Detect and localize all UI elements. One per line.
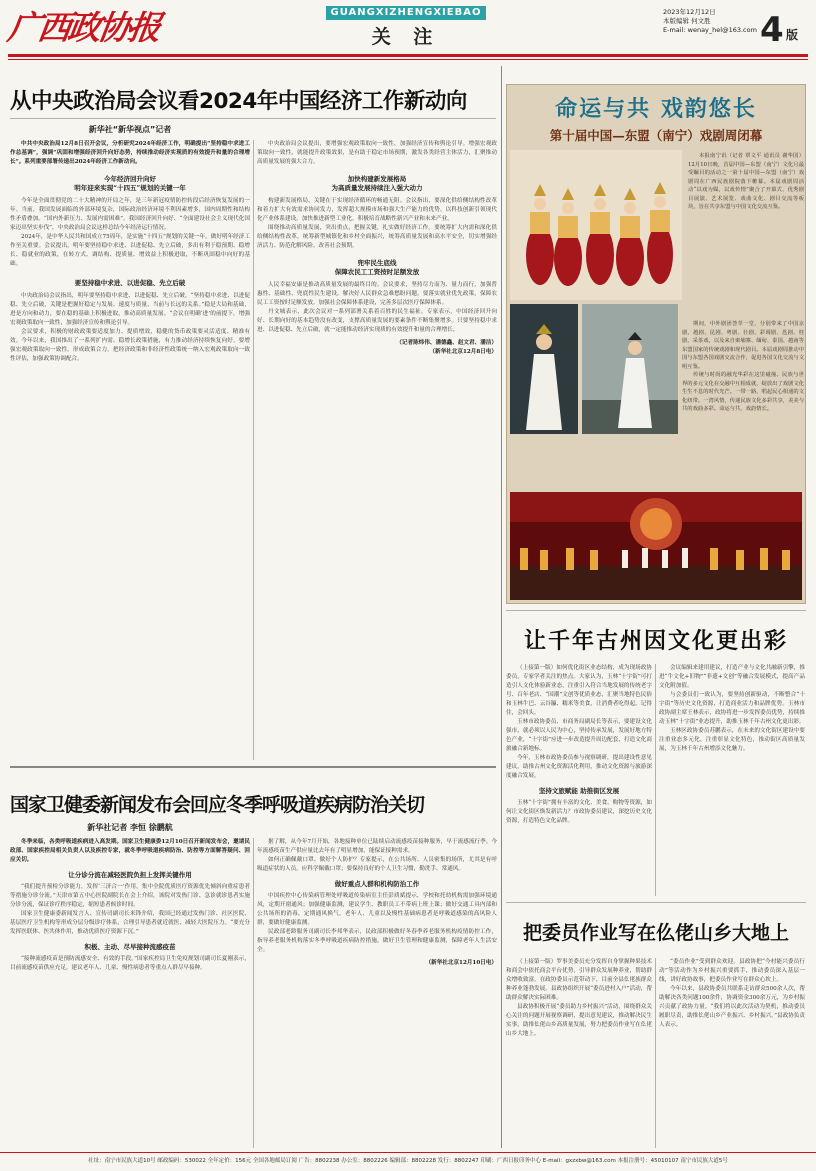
article1-headline: 从中央政治局会议看2024年中国经济工作新动向: [10, 89, 467, 114]
masthead-rule: [8, 54, 808, 57]
article1-paragraph: 会议要求，积极的财政政策要适度加力、提质增效，稳健的货币政策要灵活适度、精准有效。今年以来，我国推出了一系列扩内需、稳增长政策措施，有力推动经济持续恢复向好。要增强宏观政策取向一致性，形成政策合力，把经济政策和非经济性政策统一纳入宏观政策取向一致性评估，加强政策协调配合。: [10, 329, 250, 362]
page-editor: 本版编辑 何文胜: [663, 17, 711, 25]
article1-paragraph: 中央政治局会议指出，明年要坚持稳中求进、以进促稳、先立后破。“坚持稳中求进、以进促稳、先立后破，关键是把握好稳定与发展、速度与质量、当前与长远的关系。”稳是大局和基础，进是方向和动力，要在稳的基础上积极进取，推动高质量发展。“会议在明确‘进’的前提下，增强宏观政策取向一致性，加强经济宣传和舆论引导。: [10, 293, 250, 326]
article4-paragraph: “委员作业”受到群众欢迎。县政协把“今村能兴委员行动”等活动作为乡村振兴重要抓手，推动委员深入基层一线，讲好政协故事，把委员作业写在群众心坎上。: [659, 959, 805, 983]
article2-paragraph: 民政部老龄服务司副司长李邦华表示，民政部积极做好冬春季养老服务机构疫情防控工作，指导养老服务机构落实冬季呼吸道疾病防控措施，做好卫生管理和健康监测，保障老年人生活安全。: [257, 929, 497, 953]
article3-paragraph: 与会委员们一致认为，要坚持创新驱动，不断整合“十字街”等历史文化资源，打造商业活力和品牌优势。玉林市政协副主席王林表示，政协将进一步发挥委员优势，持续推动玉林“十字街”业态提升，助推玉林千年古州文化更出彩。: [659, 692, 805, 725]
column-divider: [655, 958, 656, 1148]
article2-subhead-3: 做好重点人群和机构防治工作: [334, 880, 420, 888]
article3-paragraph: 玉林“十字街”拥有丰富的文化、美食、购物等资源，如何让文化街区焕发新活力？市政协委员建议，深挖历史文化资源，打造特色文化品牌。: [506, 800, 652, 824]
section-title: 关 注: [371, 26, 441, 48]
article1-byline: 新华社“新华视点”记者: [88, 125, 172, 134]
column-divider: [253, 140, 254, 760]
article1-subhead-1: 今年经济回升向好 明年迎来实现“十四五”规划的关键一年: [74, 175, 186, 192]
culture-body: [682, 320, 804, 488]
column-divider: [253, 838, 254, 1148]
opera-photo-left: [510, 304, 578, 434]
article4-headline: 把委员作业写在仫佬山乡大地上: [522, 922, 789, 944]
article1-paragraph: 今年是全面贯彻党的二十大精神的开局之年，是三年新冠疫情防控转段后经济恢复发展的一年。当前，我国发展面临的外部环境复杂，国际政治经济环境不利因素增多，国内周期性和结构性矛盾叠加。“国内外新压力、发展内需困难”。我国经济回升向好、“全面建设社会主义现代化国家迈出坚实步伐”，中央政治局会议这样总结今年经济运行情况。: [10, 198, 250, 231]
article3-headline: 让千年古州因文化更出彩: [523, 629, 788, 654]
divider: [506, 902, 806, 903]
divider: [10, 118, 496, 119]
article1-paragraph: 围绕推动高质量发展，突出重点，把握关键，扎实做好经济工作。要统筹扩大内需和深化供给侧结构性改革，统筹新型城镇化和乡村全面振兴，统筹高质量发展和高水平安全，切实增强经济活力、防范化解风险、改善社会预期。: [257, 225, 497, 249]
masthead-rule-thin: [8, 59, 808, 60]
masthead-logo: 广西政协报: [5, 8, 161, 47]
divider: [506, 610, 806, 611]
article3-subhead: 坚持文旅赋能 助推街区发展: [538, 787, 620, 795]
article2-headline: 国家卫健委新闻发布会回应冬季呼吸道疾病防治关切: [10, 794, 425, 816]
culture-headline: 命运与共 戏韵悠长: [555, 97, 757, 122]
culture-paragraph: 期间，中外剧团荟萃一堂，分别带来了中国京剧、越剧、昆剧、粤剧、壮剧、彩调剧、邕剧、桂剧、采茶戏，以及来自柬埔寨、缅甸、泰国、越南等东盟国家的传统戏剧和现代剧目。本届戏剧周推动中国与东盟各国戏剧交流合作，促进各国文化交流与文明互鉴。: [682, 321, 804, 370]
article1-paragraph: 人民幸福安康是推动高质量发展的最终目的。会议要求，坚持尽力而为、量力而行，加强普惠性、基础性、兜底性民生建设，解决好人民群众急难愁盼问题。要落实就业优先政策，保障农民工工资按时足额发放。加强社会保障体系建设，完善多层次医疗保障体系。: [257, 282, 497, 306]
article1-lead: 中共中央政治局12月8日召开会议，分析研究2024年经济工作，明确提出“坚持稳中求进工作总基调”，强调“巩固和增强经济回升向好态势，持续推动经济实现质的有效提升和量的合理增长”。系列重要部署传递出2024年经济工作新动向。: [10, 141, 250, 165]
section-divider: [10, 766, 496, 768]
article1-subhead-4: 兜牢民生底线 保障农民工工资按时足额发放: [334, 259, 420, 276]
article3-paragraph: 玉林市政协委员、市商务局副局长等表示，要建设文化强市，就必须以人民为中心，坚持传承发展，发展好地方特色产业，“十字街”应进一步改造提升周边配套，打造文化商旅融合新地标。: [506, 719, 652, 752]
culture-paragraph: 本报南宁讯（记者 覃文平 通讯员 谢华国）12月10日晚，首届中国—东盟（南宁）文化月最受瞩目的活动之一第十届中国—东盟（南宁）戏剧周在广西民族剧院落下帷幕。本届戏剧周活动“以戏为媒，以戏传情”聚合了开幕式、优秀剧目展演、艺术展览、戏曲文化、剧目交流等板块，旨在共享东盟与中国文化交流互鉴。: [688, 153, 804, 210]
culture-paragraph: 传统与时尚的融光华彩在这里碰撞。民族与世界的多元文化在交融中互相成就，绽放出了戏剧文化生生不息的时代光芒。一带一路，唱起民心相通的文化纽带。一湾风情，传递民族文化多彩共享，美美与共的戏曲多彩。命运与共，戏韵情长。: [682, 372, 804, 412]
opera-photo-right: [582, 304, 678, 434]
culture-lead: [688, 152, 804, 318]
article1-paragraph: 2024年，是中华人民共和国成立75周年，是实施“十四五”规划的关键一年。做好明年经济工作至关重要。会议提出，明年要坚持稳中求进、以进促稳、先立后破，多出有利于稳预期、稳增长、稳就业的政策，在转方式、调结构、提质量、增效益上积极进取，不断巩固稳中向好的基础。: [10, 234, 250, 267]
editor-email: E-mail: wenay_hel@163.com: [663, 26, 757, 34]
article1-column-1: [10, 140, 250, 760]
column-divider: [655, 664, 656, 896]
article4-paragraph: 今年以来，县政协委员共联系走访群众500余人次，帮助解决各类问题100余件，协调资金300余万元，为乡村振兴贡献了政协力量。“我们将以此次活动为契机，推动委员履职尽责，助推仫佬山乡产业振兴、乡村振兴。”县政协负责人表示。: [659, 986, 805, 1028]
footer-info: 社址：南宁市民族大道10号 邮政编码：530022 全年定价：156元 全国各地邮局订阅 广告：8802238 办公室：8802226 编辑部：8802228 发行：8802247 印刷：广西日报印务中心 E-mail：gxzxbw@163.com 本报注册号：45010107 南宁市民族大道5号: [0, 1152, 816, 1171]
article2-column-2: [257, 838, 497, 1148]
stage-photo: [510, 492, 802, 600]
article2-paragraph: 据了解，从今年7月开始，各地接种单位已陆续启动流感疫苗接种服务，早于流感流行季。今年流感疫苗生产供应量比去年有了明显增加，能保证接种需求。: [257, 839, 497, 854]
article4-column-1: [506, 958, 652, 1148]
article1-subhead-2: 要坚持稳中求进、以进促稳、先立后破: [74, 279, 186, 287]
masthead-info: [663, 8, 773, 35]
article2-paragraph: “我们提升预检分诊能力，发挥‘三济合一’作用，集中全院优质医疗资源优先倾斜向重症患者等措施分诊分流。”天津市第五中心医院副院长在会上介绍，该院对发热门诊、急诊就诊患者实施分诊分流，保证诊疗秩序稳定，缩短患者候诊时间。: [10, 884, 250, 908]
article4-column-2: [659, 958, 805, 1148]
article2-subhead-1: 让分诊分流在减轻医院负担上发挥关键作用: [68, 871, 192, 879]
article1-paragraph: 中央政治局会议提出，要增强宏观政策取向一致性，加强经济宣传和舆论引导。增强宏观政策取向一致性，就能提升政策效果，是有助于稳定市场预期，激发各类经营主体活力，汇聚推动高质量发展的强大合力。: [257, 141, 497, 165]
article2-paragraph: “接种流感疫苗是预防流感安全、有效的手段。”国家疾控局卫生免疫规划司副司长夏刚表示，目前流感疫苗供应充足，建议老年人、儿童、慢性病患者等重点人群尽早接种。: [10, 956, 250, 971]
article4-paragraph: 县政协积极开展“委员助力乡村振兴”活动，围绕群众关心关注的问题开展视察调研，提出意见建议，推动解决民生实事，助推仫佬山乡高质量发展，努力把委员作业写在仫佬山乡大地上。: [506, 1004, 652, 1037]
page-column-divider: [501, 66, 502, 1148]
article3-paragraph: 玉林区政协委员苏鹏表示，在未来的文化街区建设中要注重业态多元化，注重彰显文化特色，推动街区高质量发展，为玉林千年古州增添文化魅力。: [659, 728, 805, 752]
article3-paragraph: （上接第一版）如何优化街区业态结构，成为现场政协委员，专家学者关注的焦点。大家认为，玉林“十字街”可打造引人文化体验新业态，注重引入符合当地发展的传统老字号、百年老店、“国潮”文创等优质业态，汇聚当地特色民俗和玉林牛巴、云谷瀛、糯米等美食，让消费者吃得起，记得住，会回头。: [506, 665, 652, 716]
article2-paragraph: 中国疾控中心传染病管理处呼吸道传染病室主任彭质斌提示，学校和托幼机构需加强环境通风，定期开窗通风；加强健康监测，建议学生、教职员工不带病上班上课；做好交通工具内部和公共场所的消毒，定期通风换气。老年人、儿童以及慢性基础病患者是呼吸道感染的高风险人群，要做好健康监测。: [257, 893, 497, 926]
article4-paragraph: （上接第一版）罗事美委员充分发挥自身掌握种果技术和商会中依托商会平台优势，引导群众发展种养业，帮助群众增收致富。在政协委员示范带动下，目前全县仫佬族群众种养业蓬勃发展。县政协组织开展“委员进村入户”活动，帮助群众解决实际困难。: [506, 959, 652, 1001]
article1-paragraph: 丹文城表示，此次会议对一系列部署关系着百姓的民生福祉。专家表示，中国经济回升向好、长期向好的基本趋势没有改变，支撑高质量发展的要素条件不断集聚增多。只要坚持稳中求进、以进促稳、先立后破，就一定能推动经济实现质的有效提升和量的合理增长。: [257, 309, 497, 333]
article2-paragraph: 如何正确佩戴口罩、做好个人防护？专家提示，在公共场所、人员密集的场所，尤其是有呼吸道症状的人员，应科学佩戴口罩；要保持良好的个人卫生习惯，勤洗手、常通风。: [257, 857, 497, 872]
article1-paragraph: 构建新发展格局，关键在于实现经济循环的畅通无阻。会议指出，要深化供给侧结构性改革和着力扩大有效需求协同发力，发挥超大规模市场和强大生产能力的优势。以科技创新引领现代化产业体系建设，加快推进新型工业化，积极培育战略性新兴产业和未来产业。: [257, 198, 497, 222]
article2-lead: 冬季来临，各类呼吸道疾病进入高发期。国家卫生健康委12月10日召开新闻发布会，邀请民政部、国家疾控局相关负责人以及疾控专家，就冬季呼吸道疾病防治、防控等方面解答疑问、回应关切。: [10, 839, 250, 863]
page-number: 4: [760, 10, 784, 50]
article1-column-2: [257, 140, 497, 760]
page-suffix: 版: [786, 28, 799, 42]
article3-paragraph: 今年，玉林市政协委员参与视察调研，提出建设性意见建议，助推古州文化资源活化利用，推动文化资源与旅游深度融合发展。: [506, 755, 652, 779]
article3-column-1: [506, 664, 652, 896]
culture-subheadline: 第十届中国—东盟（南宁）戏剧周闭幕: [549, 128, 763, 143]
article3-paragraph: 会议编辑来建用建议，打造产业与文化共融新引擎，推进“牛文化+旧物”“非遗+文创”等融合发展模式，提高产品文化附加值。: [659, 665, 805, 689]
article2-subhead-2: 积极、主动、尽早接种流感疫苗: [84, 943, 176, 951]
article1-credit: （记者陈炜伟、潘德鑫、赵文君、潘洁） （新华社北京12月8日电）: [396, 340, 497, 355]
article3-column-2: [659, 664, 805, 896]
issue-date: 2023年12月12日: [663, 8, 716, 16]
masthead-pinyin: GUANGXIZHENGXIEBAO: [326, 6, 486, 20]
dance-photo: [510, 150, 682, 300]
article2-credit: （新华社北京12月10日电）: [425, 960, 497, 966]
article2-paragraph: 国家卫生健康委新闻发言人、宣传司副司长米锋介绍，我国已经通过发热门诊、社区医院、基层医疗卫生机构等形成分层分级诊疗体系，合理引导患者就近就医，减轻大医院压力。“要充分发挥医联体、医共体作用，推动优质医疗资源下沉。”: [10, 911, 250, 935]
article2-column-1: [10, 838, 250, 1148]
article2-byline: 新华社记者 李恒 徐鹏航: [87, 823, 173, 832]
article1-subhead-3: 加快构建新发展格局 为高质量发展持续注入强大动力: [331, 175, 423, 192]
